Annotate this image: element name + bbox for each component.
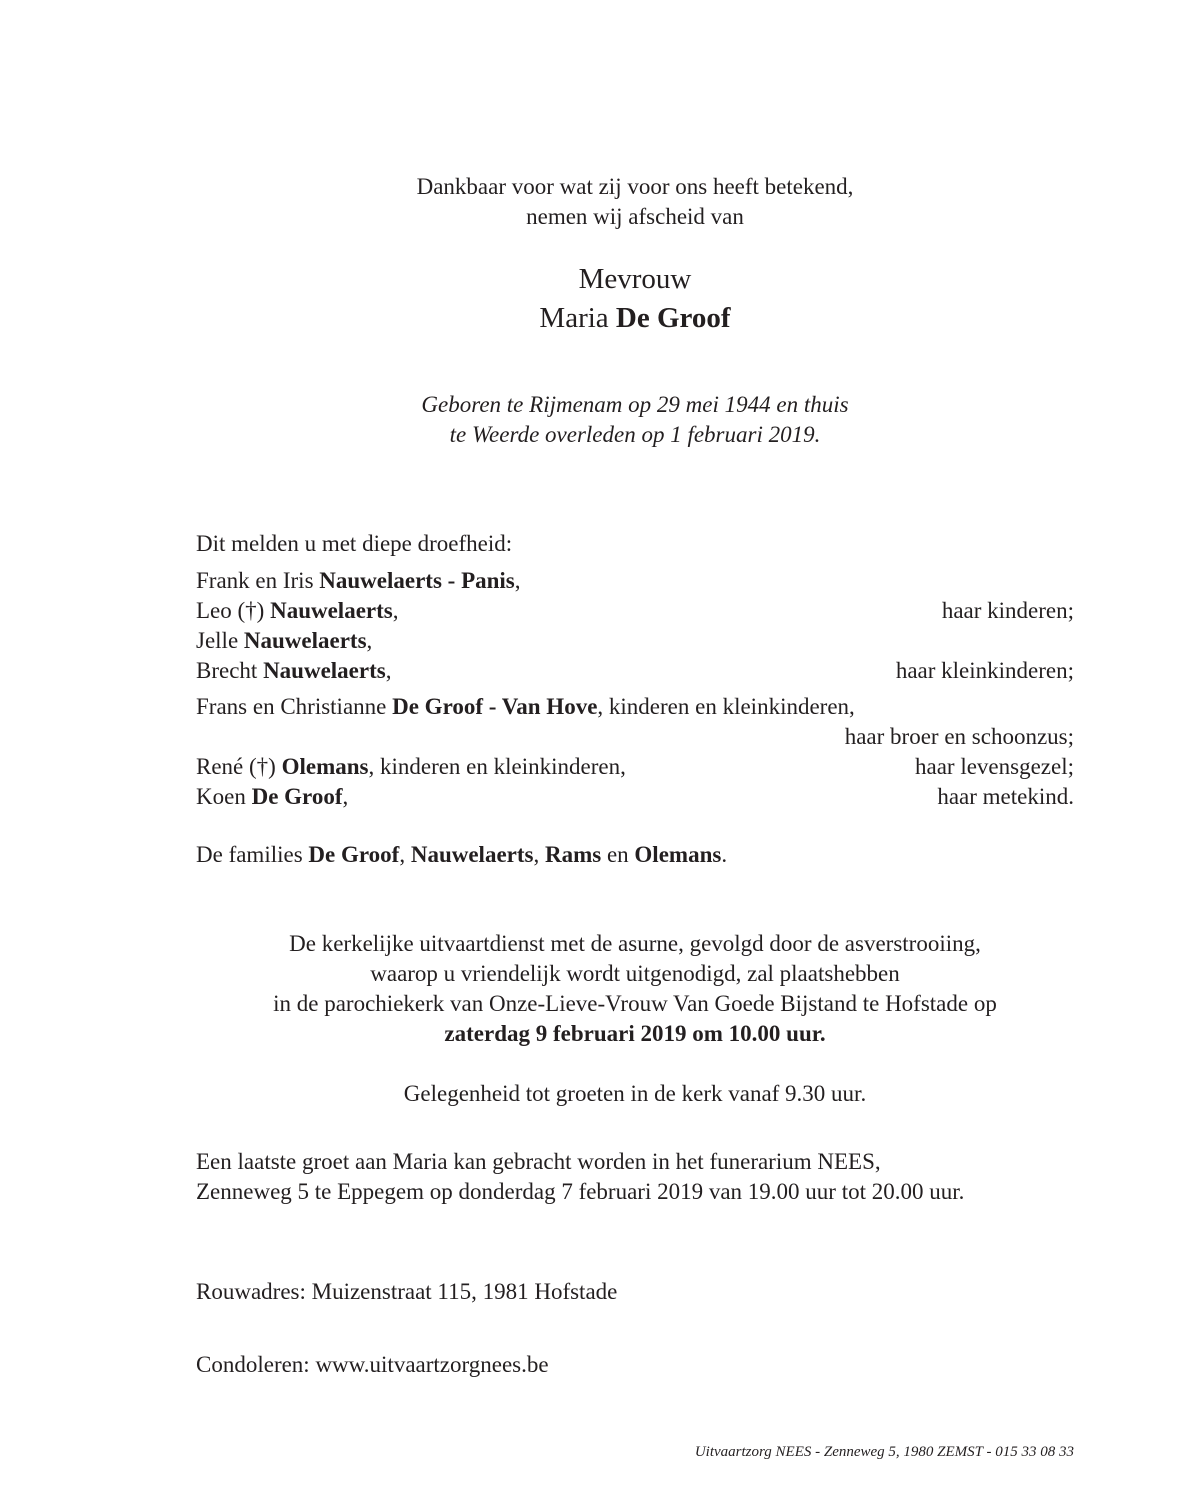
ceremony-datetime: zaterdag 9 februari 2019 om 10.00 uur.	[444, 1021, 826, 1046]
family-row	[196, 596, 1074, 626]
family-members	[196, 782, 348, 812]
deceased-name	[196, 299, 1074, 338]
family-surname: De Groof	[251, 784, 343, 809]
family-members	[196, 596, 398, 626]
family-surname: Nauwelaerts	[263, 658, 386, 683]
family-row	[196, 692, 1074, 722]
deceased-family-name: De Groof	[615, 302, 731, 334]
text-segment: De families	[196, 842, 309, 867]
intro-line-2: nemen wij afscheid van	[526, 204, 744, 229]
text-segment: ,	[392, 598, 399, 623]
announcement-line: Dit melden u met diepe droefheid:	[196, 531, 513, 556]
text-segment: ,	[533, 842, 545, 867]
families-line	[196, 840, 1074, 870]
family-row	[196, 626, 1074, 656]
relation-label: haar kleinkinderen;	[895, 658, 1074, 683]
death-line: te Weerde overleden op 1 februari 2019.	[449, 422, 821, 447]
text-segment: en	[601, 842, 635, 867]
text-segment: Frank en Iris	[196, 568, 320, 593]
text-segment: Frans en Christianne	[196, 694, 393, 719]
family-surname: Nauwelaerts	[410, 842, 534, 867]
family-members	[196, 692, 855, 722]
family-list	[196, 566, 1074, 812]
family-surname: De Groof - Van Hove	[392, 694, 598, 719]
family-surname: Nauwelaerts	[243, 628, 367, 653]
text-segment: Koen	[196, 784, 252, 809]
family-row	[196, 752, 1074, 782]
ceremony-block	[196, 929, 1074, 1049]
intro-block	[196, 0, 1074, 232]
funerarium-line-1: Een laatste groet aan Maria kan gebracht worden in het funerarium NEES,	[196, 1149, 881, 1174]
text-segment: ,	[342, 784, 349, 809]
text-segment: ,	[385, 658, 392, 683]
deceased-name-block	[196, 260, 1074, 338]
mourning-address: Rouwadres: Muizenstraat 115, 1981 Hofstade	[196, 1279, 618, 1304]
family-surname: Olemans	[634, 842, 722, 867]
text-segment: ,	[366, 628, 373, 653]
family-row	[196, 656, 1074, 686]
ceremony-line-1: De kerkelijke uitvaartdienst met de asurne, gevolgd door de asverstrooiing,	[289, 931, 981, 956]
condolences-line: Condoleren: www.uitvaartzorgnees.be	[196, 1352, 549, 1377]
text-segment: , kinderen en kleinkinderen,	[597, 694, 855, 719]
text-segment: Leo (†)	[196, 598, 271, 623]
ceremony-line-3: in de parochiekerk van Onze-Lieve-Vrouw Van Goede Bijstand te Hofstade op	[273, 991, 997, 1016]
family-row	[196, 722, 1074, 752]
family-members	[196, 752, 626, 782]
family-surname: Rams	[544, 842, 602, 867]
salutation: Mevrouw	[578, 263, 692, 295]
text-segment: .	[721, 842, 728, 867]
relation-label: haar broer en schoonzus;	[844, 724, 1074, 749]
text-segment: Brecht	[196, 658, 264, 683]
funerarium-line-2: Zenneweg 5 te Eppegem op donderdag 7 februari 2019 van 19.00 uur tot 20.00 uur.	[196, 1179, 965, 1204]
family-row	[196, 782, 1074, 812]
text-segment: ,	[514, 568, 521, 593]
ceremony-line-2: waarop u vriendelijk wordt uitgenodigd, zal plaatshebben	[370, 961, 900, 986]
family-surname: Nauwelaerts - Panis	[319, 568, 515, 593]
family-members	[196, 656, 391, 686]
undertaker-footer: Uitvaartzorg NEES - Zenneweg 5, 1980 ZEMST - 015 33 08 33	[694, 1444, 1074, 1460]
family-row	[196, 566, 1074, 596]
family-surname: De Groof	[308, 842, 400, 867]
life-dates-block	[196, 390, 1074, 450]
intro-line-1: Dankbaar voor wat zij voor ons heeft betekend,	[416, 174, 854, 199]
text-segment: , kinderen en kleinkinderen,	[368, 754, 626, 779]
family-members	[196, 566, 521, 596]
deceased-given-name: Maria	[539, 302, 616, 334]
birth-line: Geboren te Rijmenam op 29 mei 1944 en thuis	[421, 392, 849, 417]
text-segment: Jelle	[196, 628, 244, 653]
relation-label: haar levensgezel;	[915, 754, 1074, 779]
text-segment: René (†)	[196, 754, 282, 779]
relation-label: haar metekind.	[937, 784, 1074, 809]
family-surname: Nauwelaerts	[270, 598, 393, 623]
family-surname: Olemans	[281, 754, 369, 779]
greeting-line: Gelegenheid tot groeten in de kerk vanaf 9.30 uur.	[403, 1081, 867, 1106]
text-segment: ,	[399, 842, 411, 867]
relation-label: haar kinderen;	[941, 598, 1074, 623]
funerarium-block	[196, 1147, 1074, 1207]
family-members	[196, 626, 372, 656]
